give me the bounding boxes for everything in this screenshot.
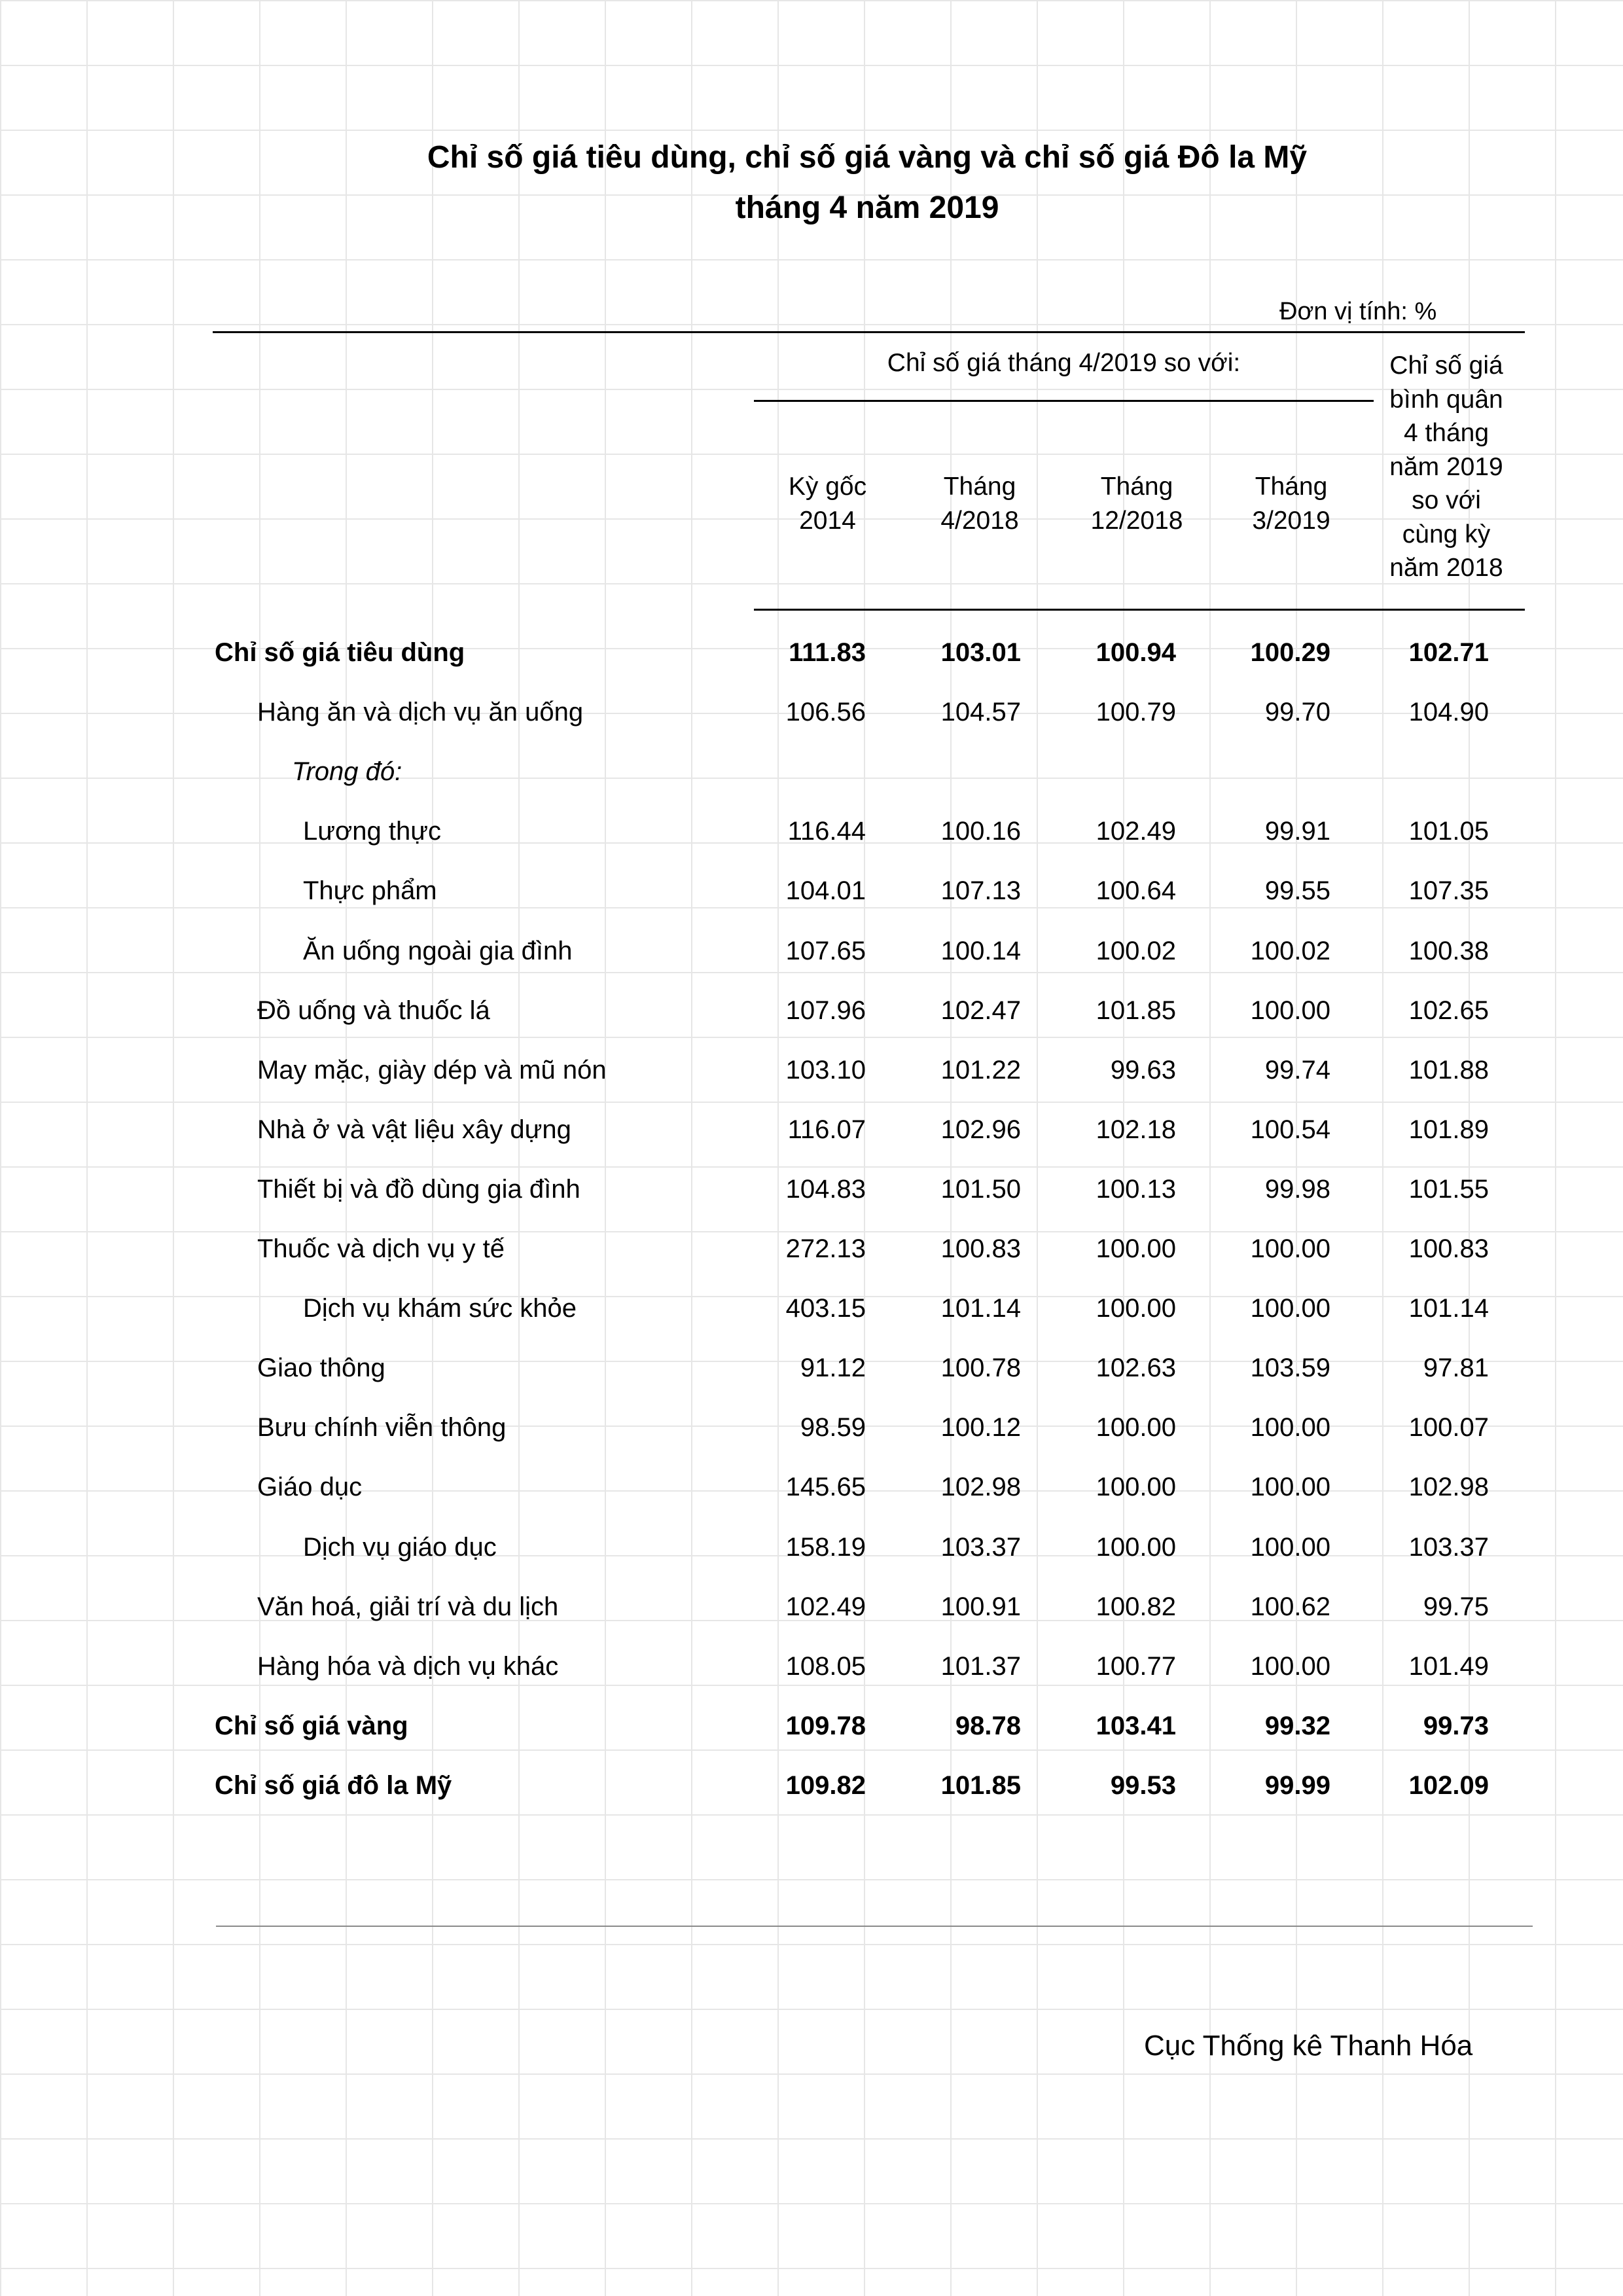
table-cell: 100.00: [1250, 1532, 1330, 1562]
row-label: Dịch vụ giáo dục: [303, 1532, 497, 1562]
table-cell: 100.82: [1096, 1592, 1176, 1621]
table-cell: 116.07: [787, 1115, 866, 1144]
table-row: [0, 1706, 1623, 1746]
table-cell: 272.13: [785, 1234, 866, 1263]
table-cell: 102.18: [1096, 1115, 1176, 1144]
table-cell: 101.22: [940, 1055, 1021, 1085]
table-cell: 107.96: [785, 996, 866, 1025]
table-cell: 102.47: [940, 996, 1021, 1025]
table-cell: 99.63: [1110, 1055, 1176, 1085]
table-row: [0, 633, 1623, 672]
table-cell: 107.65: [785, 936, 866, 965]
row-label: Chỉ số giá đô la Mỹ: [215, 1770, 452, 1800]
table-cell: 100.91: [940, 1592, 1021, 1621]
table-cell: 91.12: [800, 1354, 866, 1383]
table-cell: 100.00: [1096, 1473, 1176, 1502]
table-cell: 100.77: [1096, 1651, 1176, 1681]
row-label: Văn hoá, giải trí và du lịch: [257, 1592, 559, 1621]
table-row: [0, 1170, 1623, 1209]
column-header-line: Tháng: [1100, 473, 1173, 501]
table-cell: 102.49: [785, 1592, 866, 1621]
table-cell: 101.37: [940, 1651, 1021, 1681]
table-cell: 98.59: [800, 1413, 866, 1443]
table-cell: 101.14: [1408, 1294, 1489, 1323]
row-label: Hàng ăn và dịch vụ ăn uống: [257, 698, 584, 727]
table-cell: 100.00: [1096, 1532, 1176, 1562]
table-row: [0, 1110, 1623, 1149]
table-cell: 100.00: [1250, 1294, 1330, 1323]
row-label: Chỉ số giá vàng: [215, 1711, 408, 1740]
row-label: Ăn uống ngoài gia đình: [303, 936, 573, 965]
column-header-line: so với: [1412, 486, 1481, 514]
table-cell: 101.50: [940, 1174, 1021, 1204]
column-header-line: cùng kỳ: [1402, 520, 1491, 548]
table-row: [0, 812, 1623, 851]
table-row: [0, 1229, 1623, 1268]
table-cell: 108.05: [785, 1651, 866, 1681]
column-header-apr-2018: [901, 470, 1058, 538]
table-cell: 100.00: [1250, 996, 1330, 1025]
table-cell: 100.62: [1250, 1592, 1330, 1621]
table-cell: 100.14: [940, 936, 1021, 965]
unit-label: Đơn vị tính: %: [1279, 298, 1437, 325]
column-header-line: 4 tháng: [1403, 419, 1489, 447]
table-cell: 100.64: [1096, 876, 1176, 906]
table-cell: 102.63: [1096, 1354, 1176, 1383]
column-header-line: 3/2019: [1252, 507, 1330, 535]
table-cell: 102.96: [940, 1115, 1021, 1144]
table-row: [0, 1289, 1623, 1328]
row-label: Thực phẩm: [303, 876, 437, 906]
column-header-line: 2014: [799, 507, 856, 535]
column-header-line: năm 2019: [1389, 452, 1503, 481]
table-row: [0, 692, 1623, 732]
table-cell: 104.01: [785, 876, 866, 906]
table-cell: 100.79: [1096, 698, 1176, 727]
table-cell: 100.78: [940, 1354, 1021, 1383]
table-cell: 101.89: [1408, 1115, 1489, 1144]
column-header-line: Tháng: [1255, 473, 1328, 501]
table-cell: 102.98: [1408, 1473, 1489, 1502]
table-row: [0, 871, 1623, 910]
table-cell: 99.53: [1110, 1770, 1176, 1800]
table-row: [0, 1050, 1623, 1090]
table-row: [0, 931, 1623, 971]
table-cell: 104.57: [940, 698, 1021, 727]
row-label: Thuốc và dịch vụ y tế: [257, 1234, 505, 1263]
page-title: Chỉ số giá tiêu dùng, chỉ số giá vàng và chỉ số giá Đô la Mỹ: [427, 140, 1308, 175]
table-cell: 100.00: [1250, 1234, 1330, 1263]
agency-signature: Cục Thống kê Thanh Hóa: [1144, 2030, 1473, 2062]
table-cell: 100.02: [1250, 936, 1330, 965]
table-cell: 101.88: [1408, 1055, 1489, 1085]
row-label: Thiết bị và đồ dùng gia đình: [257, 1174, 580, 1204]
table-cell: 99.98: [1264, 1174, 1330, 1204]
table-cell: 100.83: [1408, 1234, 1489, 1263]
row-label: Dịch vụ khám sức khỏe: [303, 1294, 577, 1323]
table-cell: 109.78: [785, 1711, 866, 1740]
table-cell: 98.78: [955, 1711, 1021, 1740]
table-cell: 101.55: [1408, 1174, 1489, 1204]
column-header-base-2014: [754, 470, 901, 538]
table-row: [0, 991, 1623, 1030]
table-cell: 97.81: [1423, 1354, 1489, 1383]
table-cell: 100.02: [1096, 936, 1176, 965]
page-subtitle: tháng 4 năm 2019: [735, 190, 999, 225]
table-cell: 100.16: [940, 817, 1021, 846]
table-row: [0, 1467, 1623, 1507]
table-cell: 158.19: [785, 1532, 866, 1562]
column-header-line: Chỉ số giá: [1389, 351, 1503, 380]
table-cell: 103.37: [940, 1532, 1021, 1562]
column-header-mar-2019: [1215, 470, 1367, 538]
table-cell: 103.37: [1408, 1532, 1489, 1562]
row-label: Nhà ở và vật liệu xây dựng: [257, 1115, 571, 1144]
table-cell: 100.07: [1408, 1413, 1489, 1443]
table-row: [0, 1647, 1623, 1686]
table-cell: 100.00: [1250, 1651, 1330, 1681]
row-label: Trong đó:: [292, 757, 402, 787]
table-cell: 109.82: [785, 1770, 866, 1800]
column-header-line: năm 2018: [1389, 554, 1503, 582]
table-cell: 102.65: [1408, 996, 1489, 1025]
table-cell: 100.38: [1408, 936, 1489, 965]
footer-rule: [216, 1926, 1533, 1927]
column-header-average: [1374, 349, 1518, 585]
table-cell: 99.73: [1423, 1711, 1489, 1740]
column-header-line: Kỳ gốc: [788, 473, 867, 501]
table-cell: 101.05: [1408, 817, 1489, 846]
table-cell: 107.35: [1408, 876, 1489, 906]
table-row: [0, 1348, 1623, 1388]
table-cell: 100.12: [940, 1413, 1021, 1443]
column-header-line: 4/2018: [940, 507, 1019, 535]
table-cell: 100.00: [1096, 1294, 1176, 1323]
table-cell: 99.70: [1264, 698, 1330, 727]
table-cell: 101.49: [1408, 1651, 1489, 1681]
table-header-bottom-rule: [754, 609, 1525, 611]
row-label: Giao thông: [257, 1354, 385, 1383]
table-cell: 100.83: [940, 1234, 1021, 1263]
table-cell: 99.99: [1264, 1770, 1330, 1800]
row-label: Chỉ số giá tiêu dùng: [215, 638, 465, 667]
table-cell: 100.00: [1250, 1473, 1330, 1502]
table-cell: 403.15: [785, 1294, 866, 1323]
table-cell: 102.98: [940, 1473, 1021, 1502]
table-cell: 100.00: [1096, 1234, 1176, 1263]
table-cell: 100.00: [1250, 1413, 1330, 1443]
table-cell: 106.56: [785, 698, 866, 727]
table-cell: 99.55: [1264, 876, 1330, 906]
column-header-line: bình quân: [1389, 385, 1503, 414]
table-cell: 102.71: [1408, 638, 1489, 667]
row-label: Đồ uống và thuốc lá: [257, 996, 490, 1025]
table-cell: 103.41: [1096, 1711, 1176, 1740]
table-cell: 104.90: [1408, 698, 1489, 727]
table-cell: 99.75: [1423, 1592, 1489, 1621]
column-header-line: Tháng: [943, 473, 1016, 501]
table-row: [0, 1766, 1623, 1805]
table-cell: 104.83: [785, 1174, 866, 1204]
table-row: [0, 752, 1623, 791]
column-header-dec-2018: [1058, 470, 1215, 538]
group-column-header: Chỉ số giá tháng 4/2019 so với:: [887, 349, 1241, 377]
row-label: Giáo dục: [257, 1473, 363, 1502]
column-header-line: 12/2018: [1090, 507, 1183, 535]
table-cell: 103.01: [940, 638, 1021, 667]
table-row: [0, 1587, 1623, 1626]
table-cell: 145.65: [785, 1473, 866, 1502]
table-cell: 99.91: [1264, 817, 1330, 846]
table-top-rule: [213, 331, 1525, 333]
row-label: Hàng hóa và dịch vụ khác: [257, 1651, 559, 1681]
table-cell: 111.83: [789, 638, 866, 667]
table-row: [0, 1408, 1623, 1447]
table-cell: 103.59: [1250, 1354, 1330, 1383]
table-cell: 99.32: [1264, 1711, 1330, 1740]
table-cell: 103.10: [785, 1055, 866, 1085]
table-cell: 100.29: [1250, 638, 1330, 667]
row-label: May mặc, giày dép và mũ nón: [257, 1055, 607, 1085]
table-row: [0, 1528, 1623, 1567]
row-label: Bưu chính viễn thông: [257, 1413, 507, 1443]
table-cell: 102.09: [1408, 1770, 1489, 1800]
table-cell: 100.54: [1250, 1115, 1330, 1144]
table-cell: 101.85: [1096, 996, 1176, 1025]
table-cell: 116.44: [787, 817, 866, 846]
table-cell: 107.13: [940, 876, 1021, 906]
group-header-rule: [754, 400, 1374, 402]
table-cell: 101.14: [940, 1294, 1021, 1323]
table-cell: 99.74: [1264, 1055, 1330, 1085]
table-cell: 100.00: [1096, 1413, 1176, 1443]
table-cell: 100.13: [1096, 1174, 1176, 1204]
table-cell: 101.85: [940, 1770, 1021, 1800]
row-label: Lương thực: [303, 817, 441, 846]
table-cell: 102.49: [1096, 817, 1176, 846]
table-cell: 100.94: [1096, 638, 1176, 667]
